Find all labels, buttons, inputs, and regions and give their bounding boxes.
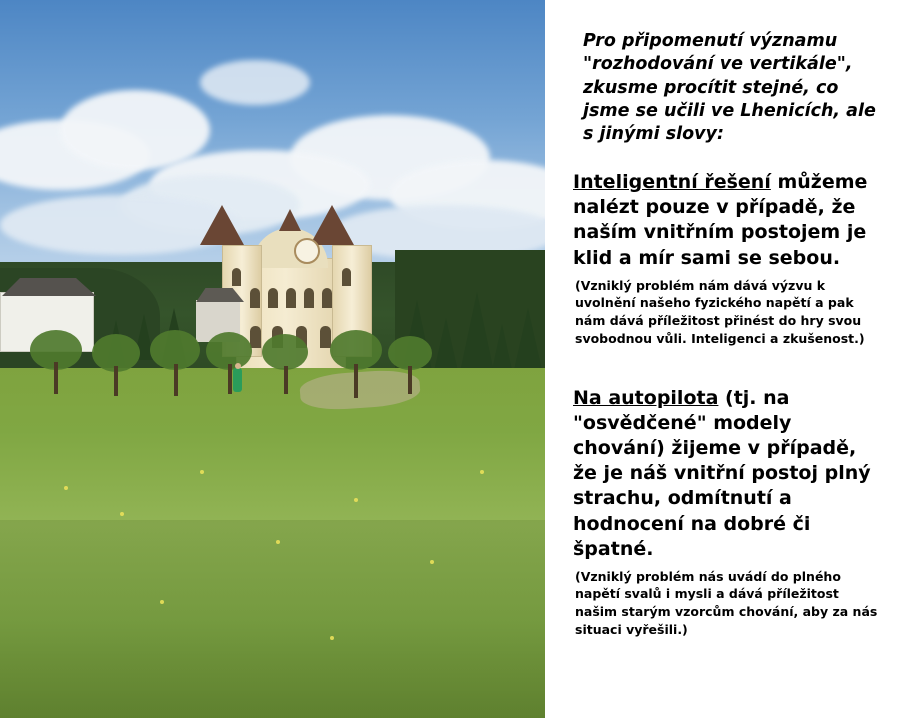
church-window: [286, 288, 296, 308]
intro-paragraph: Pro připomenutí významu "rozhodování ve vertikále", zkusme procítit stejné, co jsme se učili ve Lhenicích, ale s jinými slovy:: [583, 31, 876, 145]
person-figure: [233, 368, 242, 392]
conifer-tree: [514, 308, 542, 370]
tree-trunk: [228, 364, 232, 394]
tree-trunk: [408, 366, 412, 394]
church-window: [304, 288, 314, 308]
tree-trunk: [354, 364, 358, 398]
tree-trunk: [174, 364, 178, 396]
cloud: [200, 60, 310, 105]
tower-window: [232, 268, 241, 286]
meadow-shadow: [0, 520, 545, 718]
flower: [330, 636, 334, 640]
flower: [276, 540, 280, 544]
clock-icon: [294, 238, 320, 264]
church-window: [268, 288, 278, 308]
person-head: [235, 363, 241, 369]
church-spire-right: [310, 205, 354, 245]
flower: [354, 498, 358, 502]
spacer: [573, 360, 878, 386]
orchard-tree: [388, 336, 432, 370]
church-window: [250, 326, 261, 348]
tree-trunk: [114, 366, 118, 396]
church-spire-left: [200, 205, 244, 245]
tree-trunk: [54, 362, 58, 394]
text-block-intelligent-solution: [573, 170, 878, 347]
block-heading-rest: můžeme nalézt pouze v případě, že naším vnitřním postojem je klid a mír sami se sebou.: [573, 171, 868, 269]
text-block-autopilot: [573, 386, 878, 639]
flower: [200, 470, 204, 474]
church-window: [322, 288, 332, 308]
block-heading: [573, 386, 878, 562]
block-note: (Vzniklý problém nás uvádí do plného napětí svalů i mysli a dává příležitost našim starým vzorcům chování, aby za nás situaci vyřešili.): [575, 568, 878, 637]
block-heading-rest: (tj. na "osvědčené" modely chování) žijeme v případě, že je náš vnitřní postoj plný strachu, odmítnutí a hodnocení na dobré či špatné.: [573, 387, 871, 560]
church-window: [320, 326, 331, 348]
tower-window: [342, 268, 351, 286]
conifer-tree: [460, 292, 494, 372]
text-pane: [545, 0, 900, 718]
orchard-tree: [262, 334, 308, 370]
church-spire-center: [279, 209, 301, 231]
flower: [160, 600, 164, 604]
flower: [430, 560, 434, 564]
church-window: [250, 288, 260, 308]
flower: [120, 512, 124, 516]
block-heading-underlined: Na autopilota: [573, 387, 719, 410]
tree-trunk: [284, 366, 288, 394]
flower: [480, 470, 484, 474]
block-heading: [573, 170, 878, 270]
block-heading-underlined: Inteligentní řešení: [573, 171, 771, 194]
conifer-tree: [492, 324, 512, 370]
block-note: (Vzniklý problém nám dává výzvu k uvolnění našeho fyzického napětí a pak nám dává příležitost přinést do hry svou svobodnou vůli. Inteligenci a zkušenost.): [575, 277, 865, 346]
flower: [64, 486, 68, 490]
